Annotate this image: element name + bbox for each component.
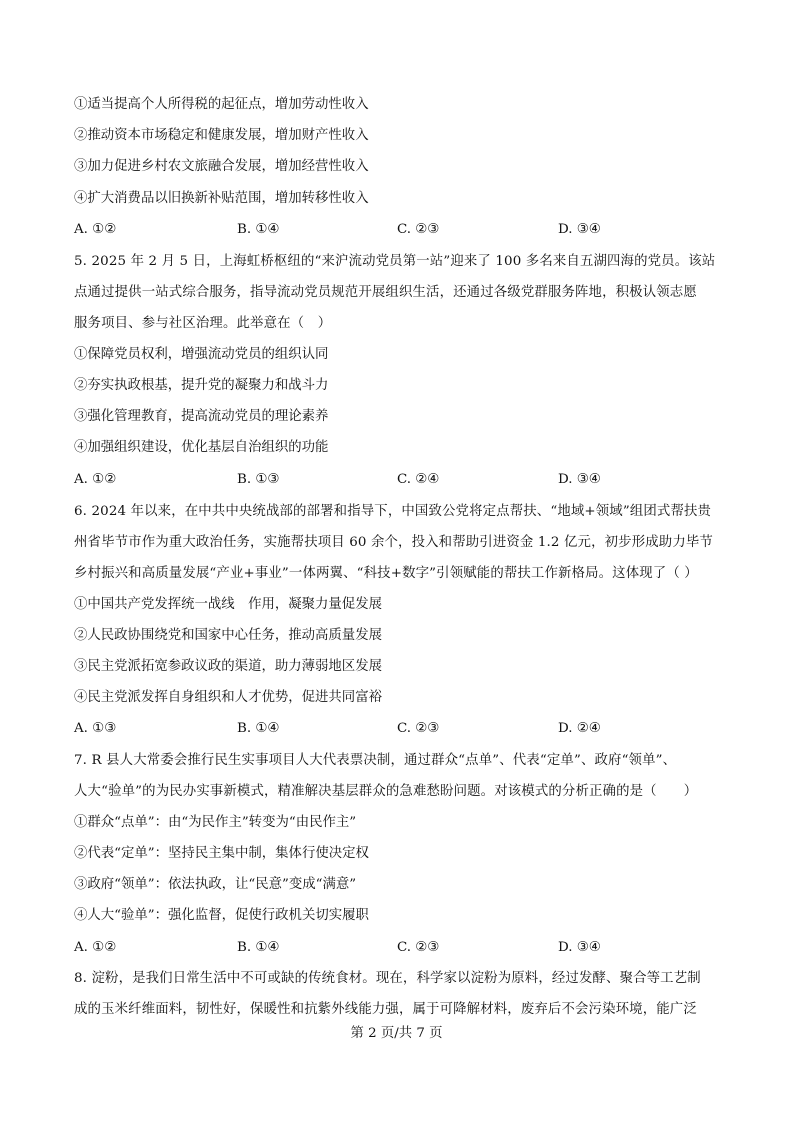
q4-options: [74, 220, 734, 240]
q6-option-c: C. ②③: [397, 721, 440, 736]
q5-stem-line-2: 点通过提供一站式综合服务，指导流动党员规范开展组织生活，还通过各级党群服务阵地，积极认领志愿: [74, 285, 697, 300]
q5-item-2: ②夯实执政根基，提升党的凝聚力和战斗力: [74, 378, 329, 393]
q5-option-d: D. ③④: [558, 472, 601, 487]
q4-item-1: ①适当提高个人所得税的起征点，增加劳动性收入: [74, 97, 369, 112]
page-number: 第 2 页/共 7 页: [350, 1026, 443, 1041]
q5-option-c: C. ②④: [397, 472, 440, 487]
q5-stem-line-1: 5. 2025 年 2 月 5 日，上海虹桥枢纽的“来沪流动党员第一站”迎来了 100 多名来自五湖四海的党员。该站: [74, 254, 716, 269]
q7-option-a: A. ①②: [74, 940, 117, 955]
q4-item-3: ③加力促进乡村农文旅融合发展，增加经营性收入: [74, 159, 369, 174]
q6-options: [74, 719, 734, 739]
q6-item-1: ①中国共产党发挥统一战线 作用，凝聚力量促发展: [74, 597, 382, 612]
q6-stem-line-3: 乡村振兴和高质量发展“产业+事业”一体两翼、“科技+数字”引领赋能的帮扶工作新格局。这体现了（ ）: [74, 566, 698, 581]
q5-stem-line-3: 服务项目、参与社区治理。此举意在（ ）: [74, 316, 332, 331]
q6-stem-line-2: 州省毕节市作为重大政治任务，实施帮扶项目 60 余个，投入和帮助引进资金 1.2 亿元，初步形成助力毕节: [74, 535, 713, 550]
q5-options: [74, 470, 734, 490]
q8-stem-line-1: 8. 淀粉，是我们日常生活中不可或缺的传统食材。现在，科学家以淀粉为原料，经过发酵、聚合等工艺制: [74, 971, 701, 986]
q7-stem-line-1: 7. R 县人大常委会推行民生实事项目人大代表票决制，通过群众“点单”、代表“定单”、政府“领单”、: [74, 753, 677, 768]
q7-option-c: C. ②③: [397, 940, 440, 955]
q6-item-3: ③民主党派拓宽参政议政的渠道，助力薄弱地区发展: [74, 659, 382, 674]
q4-option-b: B. ①④: [237, 222, 280, 237]
q5-item-1: ①保障党员权利，增强流动党员的组织认同: [74, 347, 329, 362]
q7-item-3: ③政府“领单”：依法执政，让“民意”变成“满意”: [74, 877, 357, 892]
q6-item-2: ②人民政协围绕党和国家中心任务，推动高质量发展: [74, 628, 382, 643]
q4-item-4: ④扩大消费品以旧换新补贴范围，增加转移性收入: [74, 191, 369, 206]
q8-stem-line-2: 成的玉米纤维面料，韧性好，保暖性和抗紫外线能力强，属于可降解材料，废弃后不会污染环境，能广泛: [74, 1002, 697, 1017]
q4-option-a: A. ①②: [74, 222, 117, 237]
q4-item-2: ②推动资本市场稳定和健康发展，增加财产性收入: [74, 128, 369, 143]
q6-option-d: D. ②④: [558, 721, 601, 736]
q6-option-a: A. ①③: [74, 721, 117, 736]
q5-item-3: ③强化管理教育，提高流动党员的理论素养: [74, 409, 329, 424]
q7-item-1: ①群众“点单”：由“为民作主”转变为“由民作主”: [74, 815, 357, 830]
q4-option-c: C. ②③: [397, 222, 440, 237]
q6-stem-line-1: 6. 2024 年以来，在中共中央统战部的部署和指导下，中国致公党将定点帮扶、“地域+领域”组团式帮扶贵: [74, 504, 712, 519]
q5-option-b: B. ①③: [237, 472, 280, 487]
q7-option-b: B. ①④: [237, 940, 280, 955]
q7-option-d: D. ③④: [558, 940, 601, 955]
q7-item-2: ②代表“定单”：坚持民主集中制，集体行使决定权: [74, 846, 369, 861]
q4-option-d: D. ③④: [558, 222, 601, 237]
q7-item-4: ④人大“验单”：强化监督，促使行政机关切实履职: [74, 908, 369, 923]
q6-option-b: B. ①④: [237, 721, 280, 736]
q7-stem-line-2: 人大“验单”的为民办实事新模式，精准解决基层群众的急难愁盼问题。对该模式的分析正确的是（ ）: [74, 784, 698, 799]
q5-option-a: A. ①②: [74, 472, 117, 487]
q6-item-4: ④民主党派发挥自身组织和人才优势，促进共同富裕: [74, 690, 382, 705]
q7-options: [74, 938, 734, 958]
q5-item-4: ④加强组织建设，优化基层自治组织的功能: [74, 440, 329, 455]
